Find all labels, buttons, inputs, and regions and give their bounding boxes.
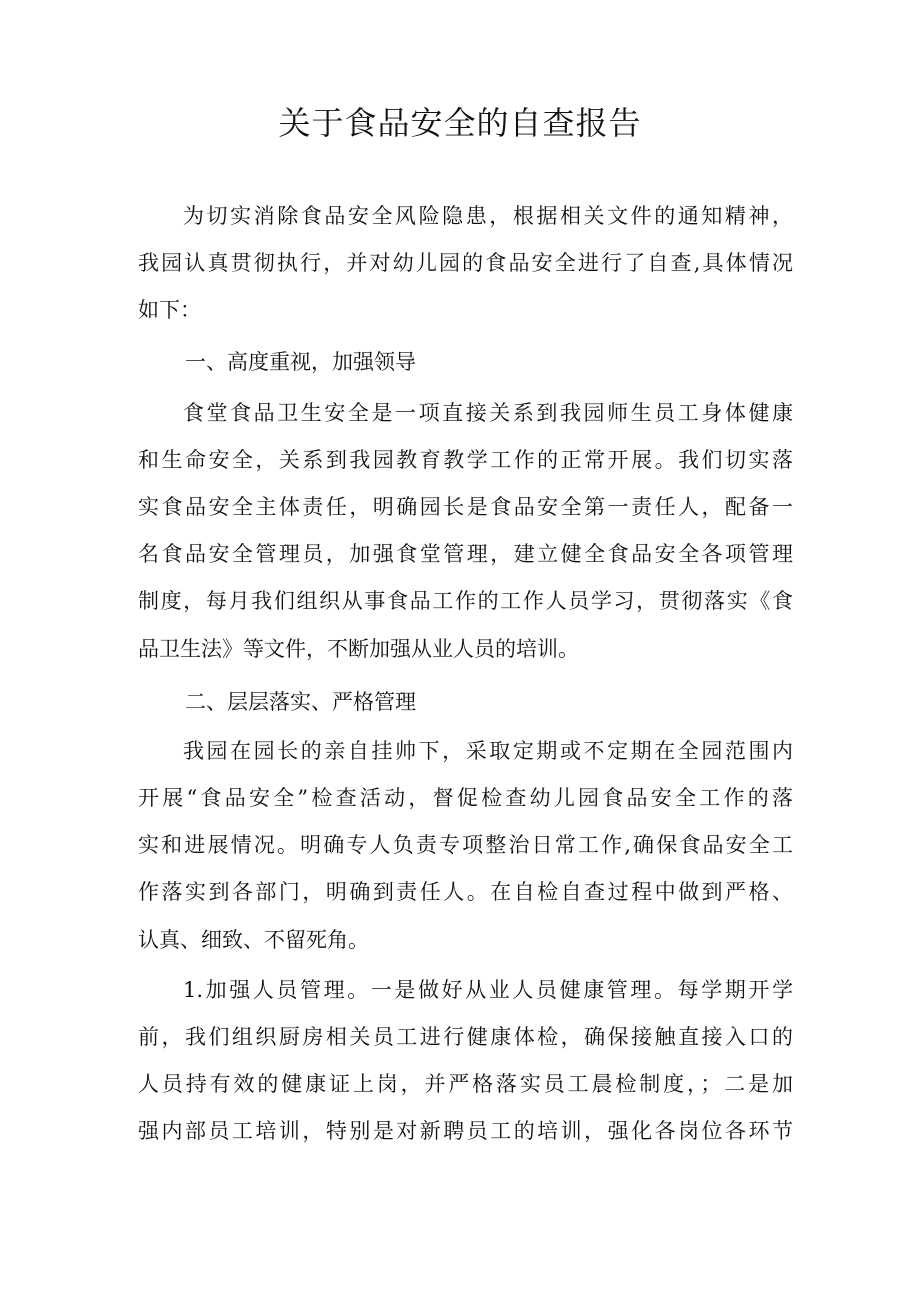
section-heading-1: 一、高度重视，加强领导 xyxy=(185,350,416,374)
paragraph-line: 作落实到各部门，明确到责任人。在自检自查过程中做到严格、 xyxy=(138,880,793,904)
paragraph-line: 开展“食品安全”检查活动，督促检查幼儿园食品安全工作的落 xyxy=(138,786,793,810)
document-title: 关于食品安全的自查报告 xyxy=(278,104,642,142)
section-heading-2: 二、层层落实、严格管理 xyxy=(185,690,416,714)
paragraph-line: 认真、细致、不留死角。 xyxy=(138,928,369,952)
intro-line: 如下： xyxy=(138,298,201,322)
paragraph-line: 1.加强人员管理。一是做好从业人员健康管理。每学期开学 xyxy=(183,978,793,1002)
intro-line: 我园认真贯彻执行，并对幼儿园的食品安全进行了自查,具体情况 xyxy=(138,251,793,275)
paragraph-line: 制度，每月我们组织从事食品工作的工作人员学习，贯彻落实《食 xyxy=(138,589,793,613)
paragraph-line: 名食品安全管理员，加强食堂管理，建立健全食品安全各项管理 xyxy=(138,542,793,566)
paragraph-line: 食堂食品卫生安全是一项直接关系到我园师生员工身体健康 xyxy=(183,401,793,425)
paragraph-line: 实食品安全主体责任，明确园长是食品安全第一责任人，配备一 xyxy=(138,495,793,519)
paragraph-line: 人员持有效的健康证上岗，并严格落实员工晨检制度，；二是加 xyxy=(138,1072,793,1096)
paragraph-line: 和生命安全，关系到我园教育教学工作的正常开展。我们切实落 xyxy=(138,448,793,472)
paragraph-line: 实和进展情况。明确专人负责专项整治日常工作,确保食品安全工 xyxy=(138,833,793,857)
paragraph-line: 强内部员工培训，特别是对新聘员工的培训，强化各岗位各环节 xyxy=(138,1119,793,1143)
paragraph-line: 我园在园长的亲自挂帅下，采取定期或不定期在全园范围内 xyxy=(183,739,793,763)
intro-line: 为切实消除食品安全风险隐患，根据相关文件的通知精神， xyxy=(183,204,793,228)
paragraph-line: 品卫生法》等文件，不断加强从业人员的培训。 xyxy=(138,637,579,661)
paragraph-line: 前，我们组织厨房相关员工进行健康体检，确保接触直接入口的 xyxy=(138,1025,793,1049)
